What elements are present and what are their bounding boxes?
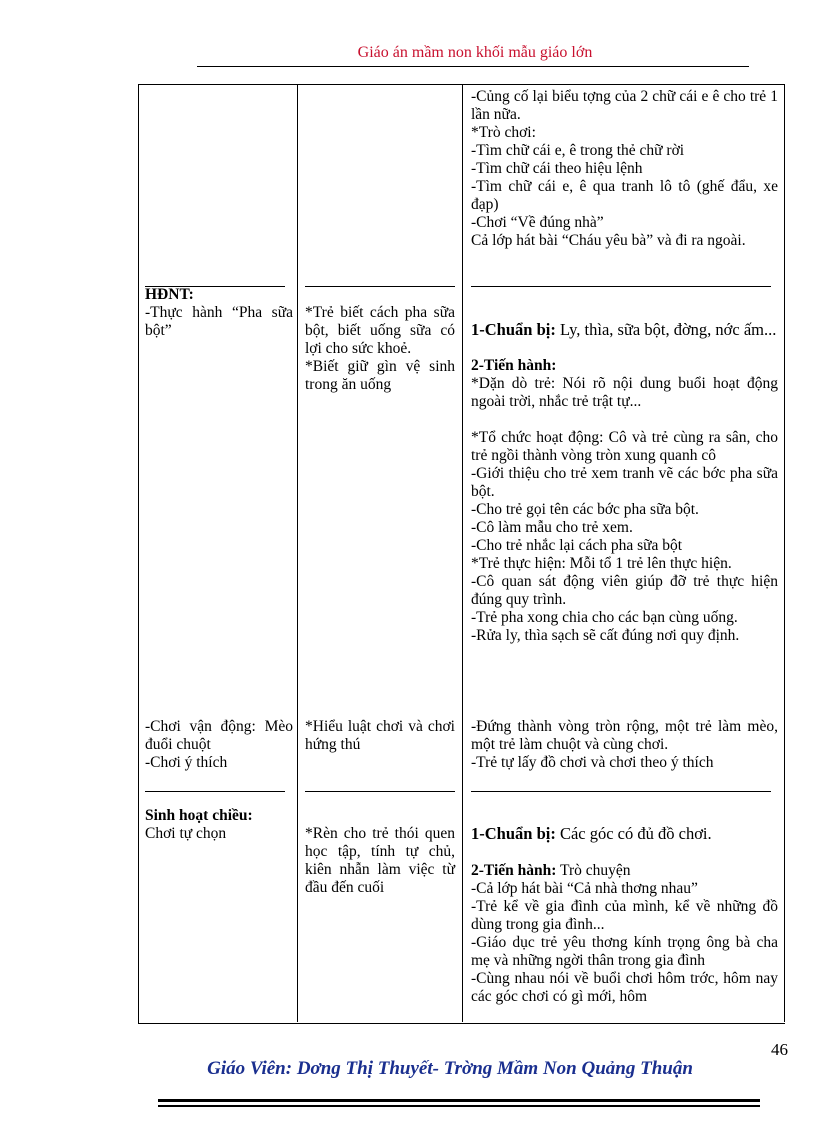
afternoon-activity: Chơi tự chọn (145, 825, 227, 842)
hdnt-goals (305, 304, 455, 394)
hdnt-process (471, 357, 778, 411)
afternoon-line: -Cả lớp hát bài “Cả nhà thơng nhau” (471, 880, 698, 897)
hdnt-prep (471, 321, 778, 339)
footer-teacher-line: Giáo Viên: Dơng Thị Thuyết- Trờng Mầm Non Quảng Thuận (207, 1058, 693, 1079)
process-line: -Rửa ly, thìa sạch sẽ cất đúng nơi quy định. (471, 627, 740, 644)
process-line: -Cô quan sát động viên giúp đỡ trẻ thực hiện đúng quy trình. (471, 573, 778, 608)
prep-label: 1-Chuẩn bị: (471, 320, 556, 339)
afternoon-heading: Sinh hoạt chiều: (145, 807, 253, 824)
activity-line: -Chơi vận động: Mèo đuổi chuột (145, 718, 293, 753)
intro-line: Cả lớp hát bài “Cháu yêu bà” và đi ra ngoài. (471, 232, 746, 249)
prep-label: 1-Chuẩn bị: (471, 824, 556, 843)
afternoon-line: -Trẻ kể về gia đình của mình, kể về những đồ dùng trong gia đình... (471, 898, 778, 933)
process-line: -Cho trẻ nhắc lại cách pha sữa bột (471, 537, 683, 554)
hdnt-process-cont (471, 429, 778, 645)
column-divider-2 (462, 84, 463, 1022)
process-text: Trò chuyện (556, 862, 631, 879)
process-line: -Cho trẻ gọi tên các bớc pha sữa bột. (471, 501, 699, 518)
afternoon-line: -Giáo dục trẻ yêu thơng kính trọng ông bà cha mẹ và những ngời thân trong gia đình (471, 934, 778, 969)
games-content (471, 718, 778, 772)
intro-line: -Tìm chữ cái e, ê trong thẻ chữ rời (471, 142, 685, 159)
hdnt-activity: -Thực hành “Pha sữa bột” (145, 304, 293, 339)
page-header-title: Giáo án mầm non khối mẫu giáo lớn (357, 44, 593, 61)
intro-content (471, 88, 778, 250)
afternoon-block (145, 807, 293, 843)
footer-rule-thin (158, 1105, 760, 1107)
afternoon-line: -Cùng nhau nói về buổi chơi hôm trớc, hôm nay các góc chơi có gì mới, hôm (471, 970, 778, 1005)
process-label: 2-Tiến hành: (471, 357, 557, 374)
process-line: *Trẻ thực hiện: Mỗi tổ 1 trẻ lên thực hiện. (471, 555, 732, 572)
games-goal: *Hiểu luật chơi và chơi hứng thú (305, 718, 455, 753)
separator-line (145, 791, 285, 792)
separator-line (305, 791, 455, 792)
page-number: 46 (771, 1040, 788, 1059)
intro-line: -Củng cố lại biểu tợng của 2 chữ cái e ê cho trẻ 1 lần nữa. (471, 88, 778, 123)
games-line: -Đứng thành vòng tròn rộng, một trẻ làm mèo, một trẻ làm chuột và cùng chơi. (471, 718, 778, 753)
goal-line: *Trẻ biết cách pha sữa bột, biết uống sữa có lợi cho sức khoẻ. (305, 304, 455, 357)
table-right-border (784, 84, 785, 1022)
process-line: *Dặn dò trẻ: Nói rõ nội dung buổi hoạt động ngoài trời, nhắc trẻ trật tự... (471, 375, 778, 410)
process-line: -Trẻ pha xong chia cho các bạn cùng uống. (471, 609, 738, 626)
intro-line: -Tìm chữ cái theo hiệu lệnh (471, 160, 643, 177)
prep-text: Ly, thìa, sữa bột, đờng, nớc ấm... (555, 320, 777, 339)
prep-text: Các góc có đủ đồ chơi. (555, 824, 712, 843)
intro-line: -Tìm chữ cái e, ê qua tranh lô tô (ghế đẩu, xe đạp) (471, 178, 778, 213)
process-line: -Giới thiệu cho trẻ xem tranh vẽ các bớc pha sữa bột. (471, 465, 778, 500)
separator-line (471, 791, 771, 792)
hdnt-heading: HĐNT: (145, 286, 194, 303)
column-divider-1 (297, 84, 298, 1022)
intro-line: *Trò chơi: (471, 124, 536, 141)
afternoon-process (471, 862, 778, 1006)
separator-line (305, 286, 455, 287)
footer-rule-thick (158, 1099, 760, 1102)
process-line: -Cô làm mẫu cho trẻ xem. (471, 519, 633, 536)
afternoon-goal: *Rèn cho trẻ thói quen học tập, tính tự chủ, kiên nhẫn làm việc từ đầu đến cuối (305, 825, 455, 896)
games-activities (145, 718, 293, 772)
games-line: -Trẻ tự lấy đồ chơi và chơi theo ý thích (471, 754, 714, 771)
afternoon-prep (471, 825, 778, 843)
goal-line: *Biết giữ gìn vệ sinh trong ăn uống (305, 358, 455, 393)
process-label: 2-Tiến hành: (471, 862, 557, 879)
intro-line: -Chơi “Về đúng nhà” (471, 214, 604, 231)
activity-line: -Chơi ý thích (145, 754, 228, 771)
header-rule (197, 66, 749, 67)
separator-line (471, 286, 771, 287)
process-line: *Tổ chức hoạt động: Cô và trẻ cùng ra sân, cho trẻ ngồi thành vòng tròn xung quanh cô (471, 429, 778, 464)
